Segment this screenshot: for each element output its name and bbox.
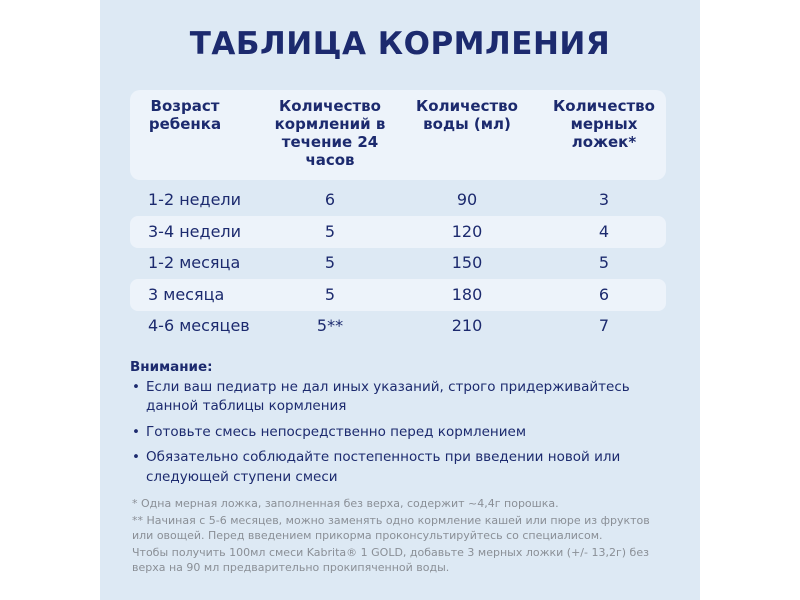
- water-cell: 210: [451, 316, 483, 335]
- bullet-text: Обязательно соблюдайте постепенность при введении новой или следующей ступени смеси: [146, 449, 621, 485]
- table-row: [130, 216, 666, 248]
- scoops-cell: 6: [598, 284, 610, 304]
- scoops-cell: 3: [598, 190, 610, 209]
- header-feedings: Количество кормлений в течение 24 часов: [274, 97, 386, 169]
- table-row: [130, 310, 666, 342]
- footnote: Чтобы получить 100мл смеси Kabrita® 1 GOLD, добавьте 3 мерных ложки (+/- 13,2г) без верха на 90 мл предварительно прокипяченной воды.: [132, 546, 649, 574]
- feedings-cell: 5: [324, 284, 336, 304]
- footnote: * Одна мерная ложка, заполненная без верха, содержит ~4,4г порошка.: [132, 497, 559, 510]
- header-age: Возраст ребенка: [148, 97, 222, 133]
- water-cell: 180: [451, 284, 483, 304]
- scoops-cell: 4: [598, 221, 610, 241]
- bullet-item: • Обязательно соблюдайте постепенность при введении новой или следующей ступени смеси: [132, 449, 621, 485]
- feedings-cell: 5: [324, 221, 336, 241]
- age-cell: 3 месяца: [148, 284, 225, 304]
- scoops-cell: 7: [598, 316, 610, 335]
- table-row: [130, 279, 666, 311]
- bullet-text: Если ваш педиатр не дал иных указаний, строго придерживайтесь данной таблицы кормления: [146, 378, 630, 414]
- table-row: [130, 247, 666, 279]
- attention-heading: Внимание:: [130, 359, 213, 375]
- feedings-cell: 6: [324, 190, 336, 209]
- age-cell: 4-6 месяцев: [148, 316, 250, 335]
- feeding-table-panel: [100, 0, 700, 600]
- feedings-cell: 5**: [316, 316, 344, 335]
- bullet-text: Готовьте смесь непосредственно перед кормлением: [146, 423, 526, 440]
- header-scoops: Количество мерных ложек*: [553, 97, 655, 151]
- bullet-item: • Если ваш педиатр не дал иных указаний, строго придерживайтесь данной таблицы кормления: [132, 378, 630, 414]
- scoops-cell: 5: [598, 253, 610, 272]
- age-cell: 1-2 недели: [148, 190, 242, 209]
- water-cell: 90: [456, 190, 478, 209]
- age-cell: 3-4 недели: [148, 221, 242, 241]
- page-title: ТАБЛИЦА КОРМЛЕНИЯ: [189, 26, 611, 62]
- bullet-item: • Готовьте смесь непосредственно перед кормлением: [132, 423, 526, 440]
- footnotes: [132, 496, 672, 577]
- table-header: [130, 90, 666, 180]
- age-cell: 1-2 месяца: [148, 253, 241, 272]
- attention-notes: [130, 358, 670, 493]
- feedings-cell: 5: [324, 253, 336, 272]
- footnote: ** Начиная с 5-6 месяцев, можно заменять одно кормление кашей или пюре из фруктов или овощей. Перед введением прикорма проконсультируйтесь со специалисом.: [132, 514, 650, 542]
- table-row: [130, 184, 666, 216]
- water-cell: 120: [451, 221, 483, 241]
- water-cell: 150: [451, 253, 483, 272]
- header-water: Количество воды (мл): [416, 97, 518, 133]
